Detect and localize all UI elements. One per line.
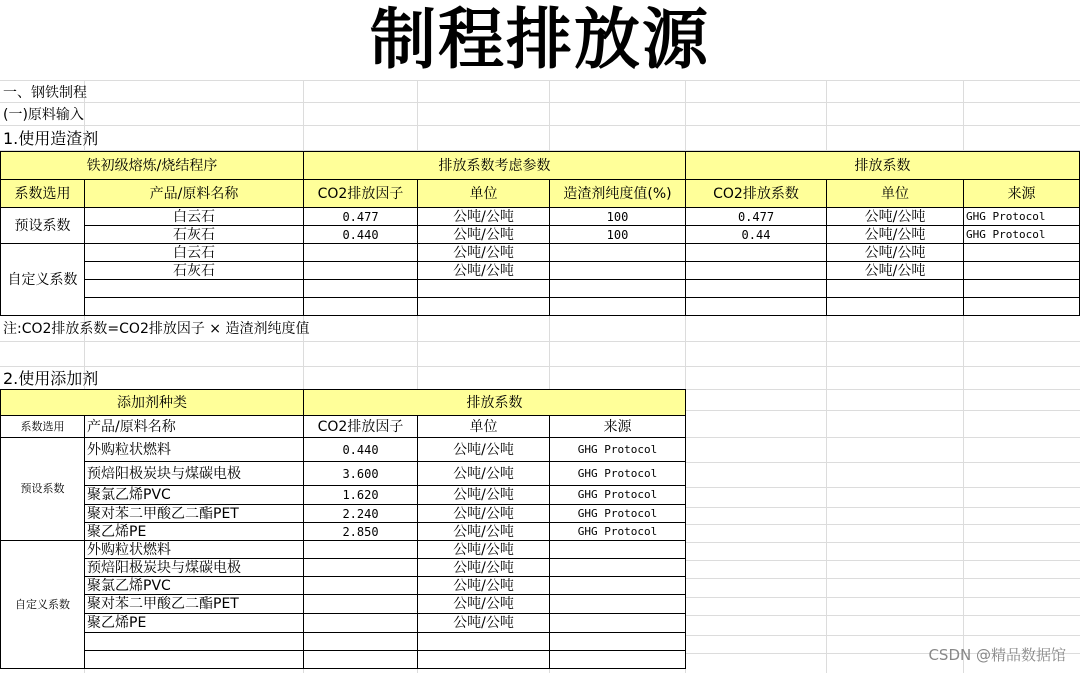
co2-coefficient: 0.477 bbox=[686, 208, 827, 226]
empty-cell[interactable] bbox=[827, 280, 964, 298]
group-header-process: 铁初级熔炼/烧结程序 bbox=[1, 152, 304, 180]
table-row bbox=[1, 208, 1080, 226]
table-row bbox=[1, 595, 686, 614]
column-header: 产品/原料名称 bbox=[85, 180, 304, 208]
additive-name: 聚氯乙烯PVC bbox=[85, 577, 304, 595]
source-cell[interactable] bbox=[550, 559, 686, 577]
table-row bbox=[1, 462, 686, 486]
table-row bbox=[1, 559, 686, 577]
co2-factor-cell[interactable] bbox=[304, 262, 418, 280]
table-row bbox=[1, 633, 686, 651]
material-name: 石灰石 bbox=[85, 226, 304, 244]
unit: 公吨/公吨 bbox=[827, 208, 964, 226]
table-row bbox=[1, 614, 686, 633]
unit: 公吨/公吨 bbox=[827, 244, 964, 262]
co2-factor-cell[interactable] bbox=[304, 559, 418, 577]
unit: 公吨/公吨 bbox=[418, 486, 550, 505]
group-header-parameters: 排放系数考虑参数 bbox=[304, 152, 686, 180]
co2-coefficient-cell[interactable] bbox=[686, 244, 827, 262]
custom-label: 自定义系数 bbox=[1, 541, 85, 669]
column-header: CO2排放因子 bbox=[304, 416, 418, 438]
subsection-heading: (一)原料输入 bbox=[3, 107, 84, 123]
co2-coefficient: 0.44 bbox=[686, 226, 827, 244]
custom-label: 自定义系数 bbox=[1, 244, 85, 316]
empty-cell[interactable] bbox=[964, 298, 1080, 316]
group-header-coefficient: 排放系数 bbox=[686, 152, 1080, 180]
empty-cell[interactable] bbox=[550, 633, 686, 651]
purity: 100 bbox=[550, 208, 686, 226]
unit: 公吨/公吨 bbox=[418, 208, 550, 226]
watermark: CSDN @精品数据馆 bbox=[928, 646, 1066, 664]
table-row bbox=[1, 505, 686, 523]
column-header: 单位 bbox=[418, 416, 550, 438]
source-cell[interactable] bbox=[550, 541, 686, 559]
empty-cell[interactable] bbox=[964, 280, 1080, 298]
unit: 公吨/公吨 bbox=[418, 262, 550, 280]
table-row bbox=[1, 298, 1080, 316]
source: GHG Protocol bbox=[550, 438, 686, 462]
part2-title: 2.使用添加剂 bbox=[3, 369, 99, 388]
empty-cell[interactable] bbox=[85, 298, 304, 316]
empty-cell[interactable] bbox=[418, 651, 550, 669]
table-row bbox=[1, 651, 686, 669]
unit: 公吨/公吨 bbox=[418, 505, 550, 523]
source: GHG Protocol bbox=[964, 226, 1080, 244]
co2-coefficient-cell[interactable] bbox=[686, 262, 827, 280]
co2-factor: 1.620 bbox=[304, 486, 418, 505]
group-header-additive: 添加剂种类 bbox=[1, 390, 304, 416]
empty-cell[interactable] bbox=[304, 633, 418, 651]
column-header: 造渣剂纯度值(%) bbox=[550, 180, 686, 208]
co2-factor: 0.440 bbox=[304, 438, 418, 462]
unit: 公吨/公吨 bbox=[418, 614, 550, 633]
empty-cell[interactable] bbox=[550, 280, 686, 298]
additive-name: 外购粒状燃料 bbox=[85, 438, 304, 462]
co2-factor-cell[interactable] bbox=[304, 614, 418, 633]
unit: 公吨/公吨 bbox=[827, 262, 964, 280]
co2-factor: 3.600 bbox=[304, 462, 418, 486]
source-cell[interactable] bbox=[550, 595, 686, 614]
slag-agent-table bbox=[0, 151, 1080, 316]
empty-cell[interactable] bbox=[418, 633, 550, 651]
table-row bbox=[1, 541, 686, 559]
empty-cell[interactable] bbox=[550, 298, 686, 316]
unit: 公吨/公吨 bbox=[418, 559, 550, 577]
page-title: 制程排放源 bbox=[370, 1, 710, 78]
additive-name: 预焙阳极炭块与煤碳电极 bbox=[85, 559, 304, 577]
table-row bbox=[1, 523, 686, 541]
empty-cell[interactable] bbox=[686, 280, 827, 298]
column-header: CO2排放系数 bbox=[686, 180, 827, 208]
co2-factor-cell[interactable] bbox=[304, 244, 418, 262]
co2-factor-cell[interactable] bbox=[304, 595, 418, 614]
source: GHG Protocol bbox=[550, 523, 686, 541]
empty-cell[interactable] bbox=[304, 651, 418, 669]
column-header: 系数选用 bbox=[1, 416, 85, 438]
table-row bbox=[1, 244, 1080, 262]
section-heading: 一、钢铁制程 bbox=[3, 85, 87, 101]
table-note: 注:CO2排放系数=CO2排放因子 × 造渣剂纯度值 bbox=[3, 321, 310, 337]
additive-name: 聚对苯二甲酸乙二酯PET bbox=[85, 505, 304, 523]
source-cell[interactable] bbox=[964, 262, 1080, 280]
source: GHG Protocol bbox=[964, 208, 1080, 226]
empty-cell[interactable] bbox=[85, 633, 304, 651]
column-header: 单位 bbox=[418, 180, 550, 208]
co2-factor: 0.440 bbox=[304, 226, 418, 244]
column-header: 来源 bbox=[550, 416, 686, 438]
column-header: 系数选用 bbox=[1, 180, 85, 208]
co2-factor-cell[interactable] bbox=[304, 541, 418, 559]
co2-factor-cell[interactable] bbox=[304, 577, 418, 595]
preset-label: 预设系数 bbox=[1, 438, 85, 541]
purity-cell[interactable] bbox=[550, 262, 686, 280]
table-row bbox=[1, 226, 1080, 244]
empty-cell[interactable] bbox=[418, 298, 550, 316]
purity: 100 bbox=[550, 226, 686, 244]
material-name: 白云石 bbox=[85, 208, 304, 226]
source-cell[interactable] bbox=[550, 614, 686, 633]
additive-name: 聚氯乙烯PVC bbox=[85, 486, 304, 505]
unit: 公吨/公吨 bbox=[418, 244, 550, 262]
material-name: 白云石 bbox=[85, 244, 304, 262]
column-header: 来源 bbox=[964, 180, 1080, 208]
empty-cell[interactable] bbox=[418, 280, 550, 298]
source-cell[interactable] bbox=[550, 577, 686, 595]
additive-name: 外购粒状燃料 bbox=[85, 541, 304, 559]
source-cell[interactable] bbox=[964, 244, 1080, 262]
empty-cell[interactable] bbox=[85, 280, 304, 298]
empty-cell[interactable] bbox=[550, 651, 686, 669]
preset-label: 预设系数 bbox=[1, 208, 85, 244]
unit: 公吨/公吨 bbox=[418, 595, 550, 614]
group-header-coefficient: 排放系数 bbox=[304, 390, 686, 416]
unit: 公吨/公吨 bbox=[418, 438, 550, 462]
empty-cell[interactable] bbox=[686, 298, 827, 316]
additive-name: 聚乙烯PE bbox=[85, 523, 304, 541]
unit: 公吨/公吨 bbox=[418, 523, 550, 541]
table-row bbox=[1, 438, 686, 462]
table-row bbox=[1, 262, 1080, 280]
unit: 公吨/公吨 bbox=[418, 541, 550, 559]
empty-cell[interactable] bbox=[304, 280, 418, 298]
additive-name: 聚对苯二甲酸乙二酯PET bbox=[85, 595, 304, 614]
column-header: 产品/原料名称 bbox=[85, 416, 304, 438]
table-row bbox=[1, 280, 1080, 298]
empty-cell[interactable] bbox=[304, 298, 418, 316]
material-name: 石灰石 bbox=[85, 262, 304, 280]
co2-factor: 0.477 bbox=[304, 208, 418, 226]
empty-cell[interactable] bbox=[85, 651, 304, 669]
column-header: 单位 bbox=[827, 180, 964, 208]
empty-cell[interactable] bbox=[827, 298, 964, 316]
table-row bbox=[1, 486, 686, 505]
additive-name: 聚乙烯PE bbox=[85, 614, 304, 633]
unit: 公吨/公吨 bbox=[827, 226, 964, 244]
unit: 公吨/公吨 bbox=[418, 462, 550, 486]
source: GHG Protocol bbox=[550, 462, 686, 486]
co2-factor: 2.850 bbox=[304, 523, 418, 541]
source: GHG Protocol bbox=[550, 505, 686, 523]
unit: 公吨/公吨 bbox=[418, 577, 550, 595]
additive-name: 预焙阳极炭块与煤碳电极 bbox=[85, 462, 304, 486]
purity-cell[interactable] bbox=[550, 244, 686, 262]
table-row bbox=[1, 577, 686, 595]
co2-factor: 2.240 bbox=[304, 505, 418, 523]
column-header: CO2排放因子 bbox=[304, 180, 418, 208]
additive-table bbox=[0, 389, 686, 669]
source: GHG Protocol bbox=[550, 486, 686, 505]
part1-title: 1.使用造渣剂 bbox=[3, 129, 99, 148]
unit: 公吨/公吨 bbox=[418, 226, 550, 244]
